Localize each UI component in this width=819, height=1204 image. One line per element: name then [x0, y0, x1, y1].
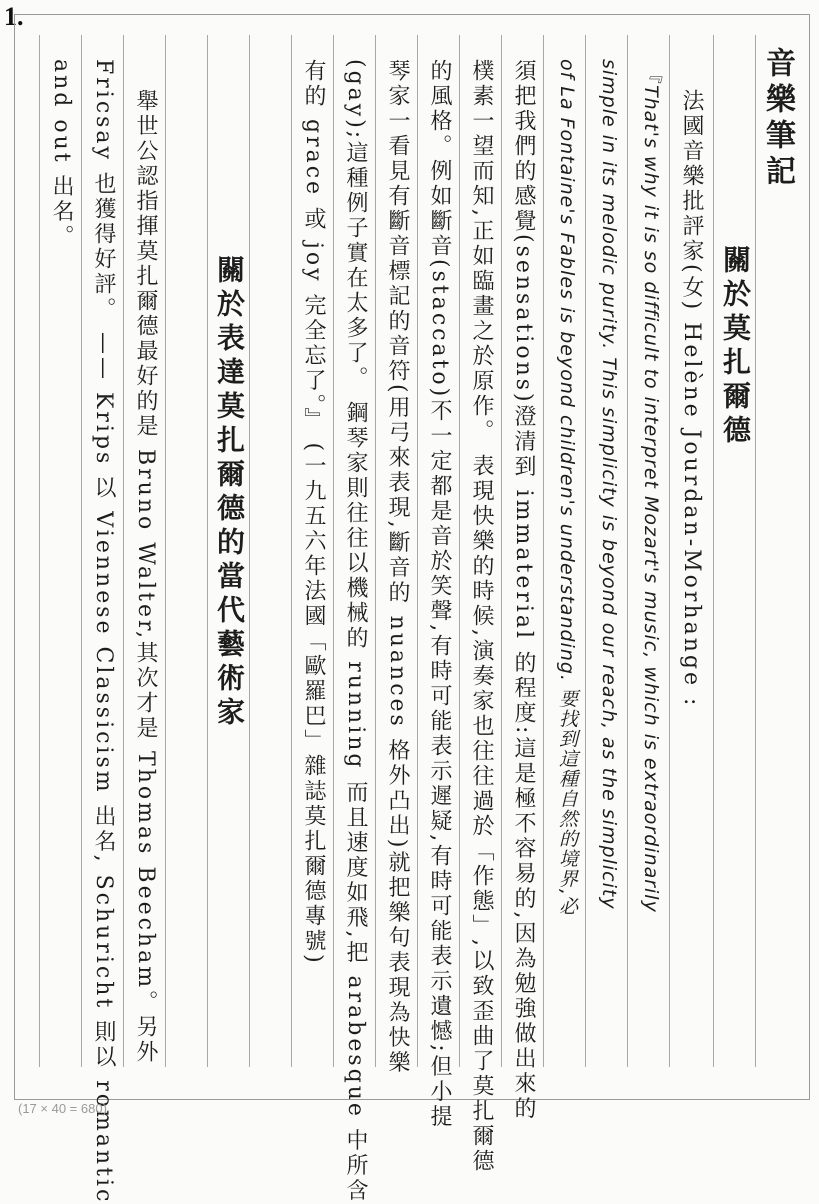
ruled-line [249, 35, 250, 1067]
ruled-line [417, 35, 418, 1067]
section-heading-mozart: 關於莫扎爾德 [719, 245, 752, 449]
text-column: (gay);這種例子實在太多了。 鋼琴家則往往以機械的 running 而且速度如飛,把 arabesque 中所含 [343, 59, 368, 1204]
ruled-line [501, 35, 502, 1067]
ruled-line [165, 35, 166, 1067]
grid-count-note: (17 × 40 = 680) [18, 1101, 107, 1116]
ruled-line [585, 35, 586, 1067]
page-number: 1. [4, 2, 24, 31]
text-column: 法國音樂批評家(女) Helène Jourdan-Morhange : [679, 89, 704, 709]
text-column: 琴家一看見有斷音標記的音符(用弓來表現,斷音的 nuances 格外凸出)就把樂句表現為快樂 [385, 59, 410, 1076]
ruled-line [755, 35, 756, 1067]
text-column: and out 出名。 [49, 59, 74, 250]
ruled-line [207, 35, 208, 1067]
page-title: 音樂筆記 [760, 47, 795, 191]
text-column: 須把我們的感覺(sensations)澄清到 immaterial 的程度:這是極不容易的,因為勉強做出來的 [511, 59, 536, 1122]
text-column: 有的 grace 或 joy 完全忘了。』 (一九五六年法國「歐羅巴」雜誌莫扎爾德專號) [301, 59, 326, 966]
ruled-line [333, 35, 334, 1067]
ruled-line [543, 35, 544, 1067]
ruled-line [375, 35, 376, 1067]
ruled-line [627, 35, 628, 1067]
ruled-line [669, 35, 670, 1067]
ruled-line [81, 35, 82, 1067]
text-column: 舉世公認指揮莫扎爾德最好的是 Bruno Walter,其次才是 Thomas Beecham。另外 [133, 89, 158, 1066]
text-column: 『That's why it is so difficult to interpret Mozart's music, which is extraordinarily [640, 65, 662, 913]
text-column: 的風格。例如斷音(staccato)不一定都是音於笑聲,有時可能表示遲疑,有時可能表示遺憾;但小提 [427, 59, 452, 1130]
ruled-line [713, 35, 714, 1067]
section-heading-performers: 關於表達莫扎爾德的當代藝術家 [213, 255, 246, 731]
ruled-line [39, 35, 40, 1067]
text-column: 樸素一望而知,正如臨畫之於原作。 表現快樂的時候,演奏家也往往過於「作態」,以致歪曲了莫扎爾德 [469, 59, 494, 1174]
ruled-line [123, 35, 124, 1067]
text-column: simple in its melodic purity. This simplicity is beyond our reach, as the simplicity [598, 59, 620, 910]
ruled-line [291, 35, 292, 1067]
text-column: Fricsay 也獲得好評。 —— Krips 以 Viennese Classicism 出名, Schuricht 則以 romantic [91, 59, 116, 1204]
ruled-line [459, 35, 460, 1067]
text-column: of La Fontaine's Fables is beyond children's understanding. 要找到這種自然的境界,必 [556, 59, 578, 917]
